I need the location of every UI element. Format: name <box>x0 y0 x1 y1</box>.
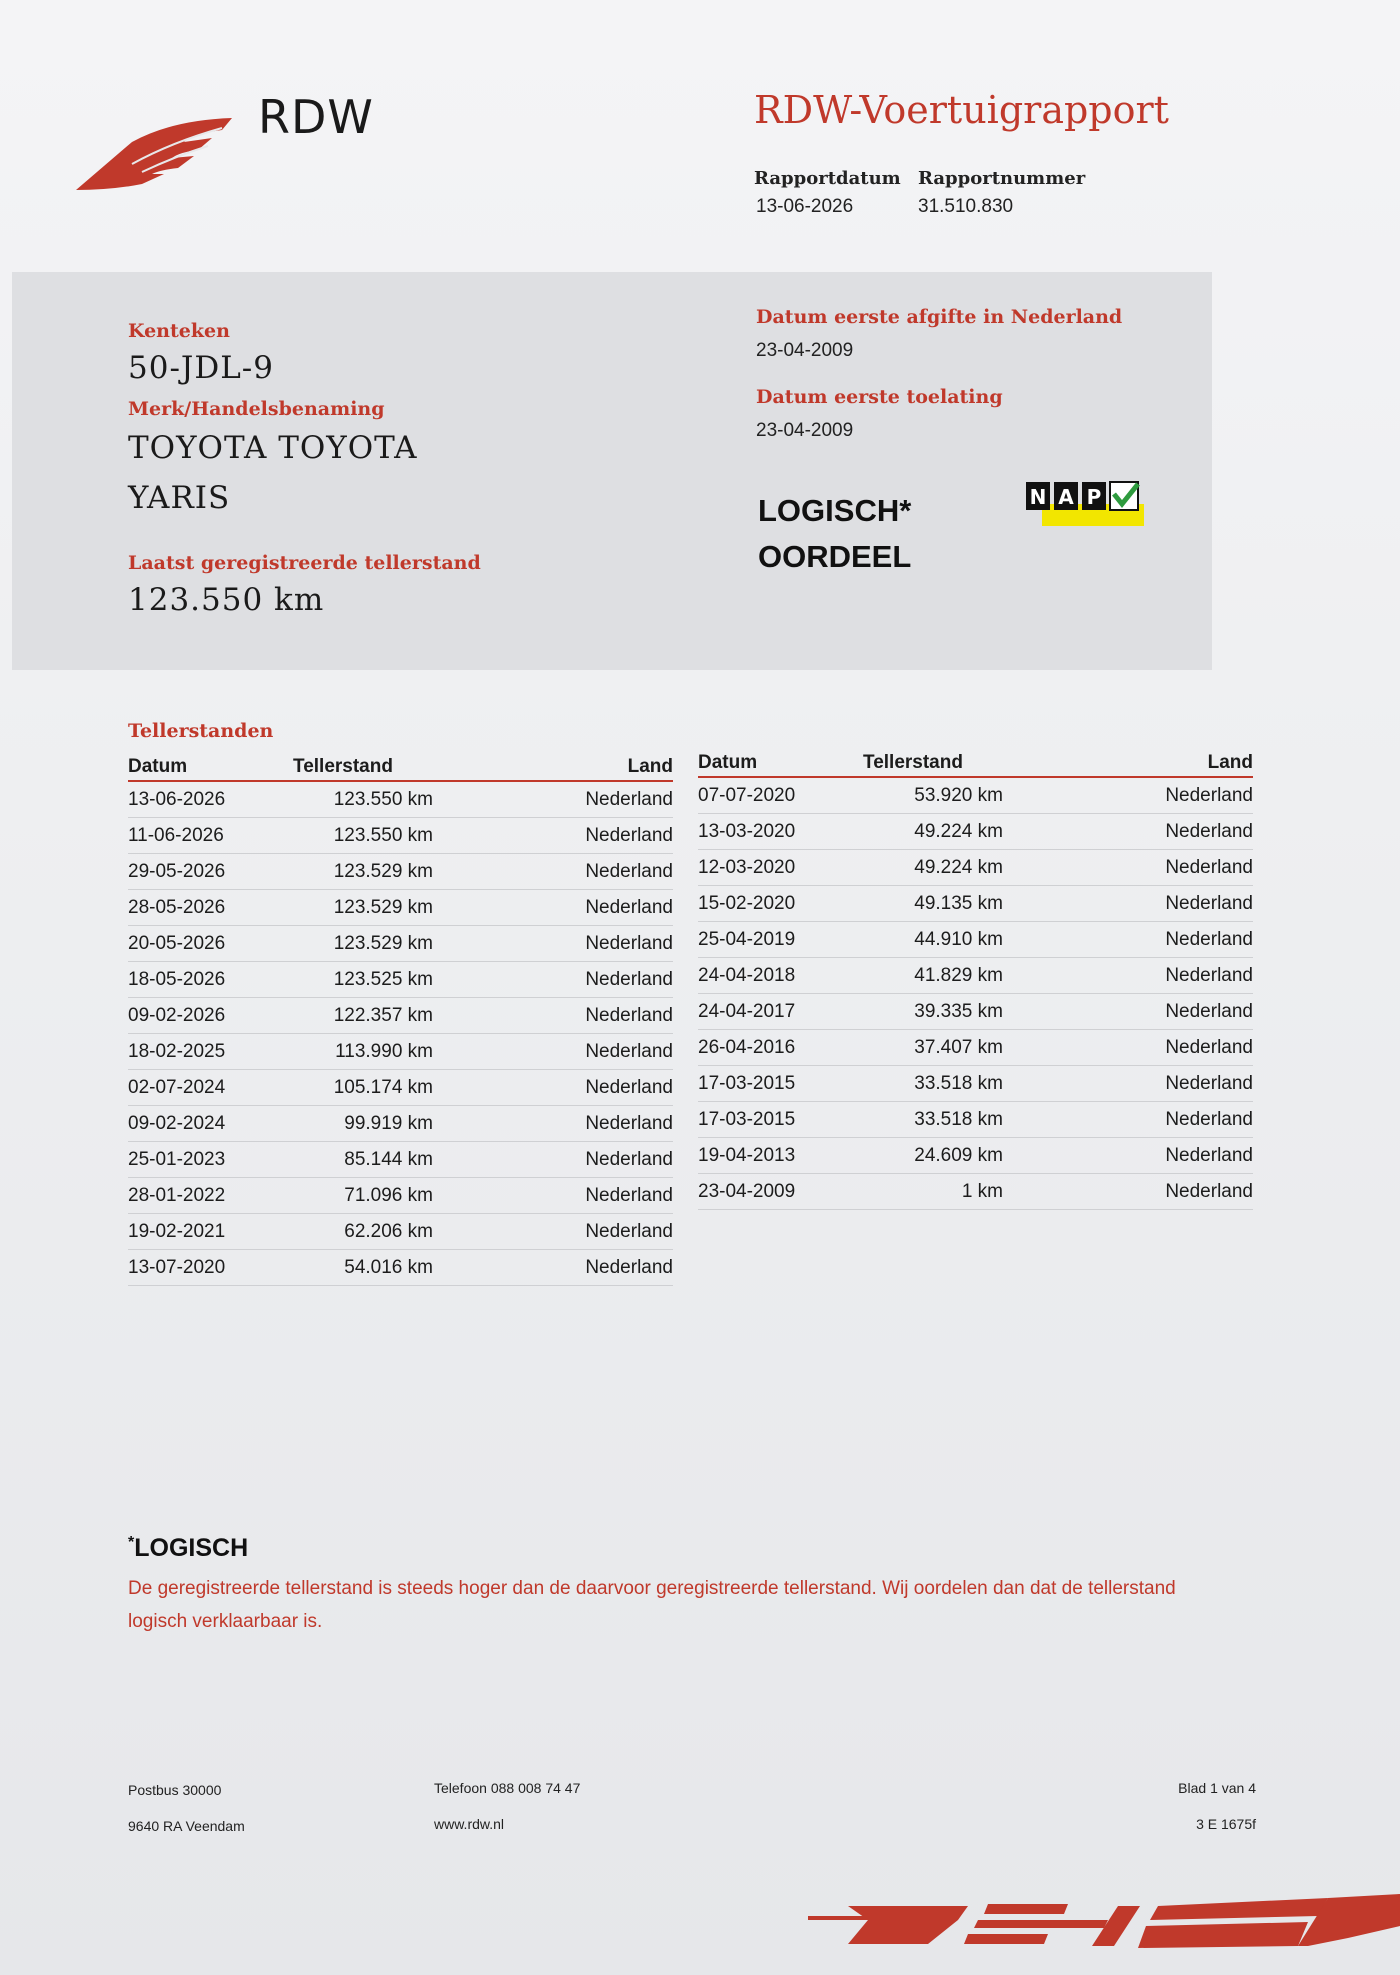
reading-country: Nederland <box>433 1106 673 1142</box>
plate-label: Kenteken <box>128 320 230 342</box>
reading-date: 29-05-2026 <box>128 854 293 890</box>
reading-date: 24-04-2018 <box>698 958 863 994</box>
reading-country: Nederland <box>433 1142 673 1178</box>
table-row <box>128 890 673 926</box>
table-row <box>128 781 673 818</box>
reading-country: Nederland <box>1003 850 1253 886</box>
nap-check-icon <box>1026 480 1144 528</box>
table-header-row <box>128 748 673 781</box>
table-row <box>128 926 673 962</box>
col-km-header: Tellerstand <box>863 744 1003 777</box>
reading-date: 13-07-2020 <box>128 1250 293 1286</box>
reading-date: 13-06-2026 <box>128 781 293 818</box>
reading-km: 37.407 km <box>863 1030 1003 1066</box>
reading-km: 1 km <box>863 1174 1003 1210</box>
footnote-text: De geregistreerde tellerstand is steeds hoger dan de daarvoor geregistreerde tellerstand. Wij oordelen dan dat de tellerstand logisch verklaarbaar is. <box>128 1578 1176 1632</box>
reading-country: Nederland <box>1003 886 1253 922</box>
col-country-header: Land <box>1003 744 1253 777</box>
reading-country: Nederland <box>433 1070 673 1106</box>
reading-date: 24-04-2017 <box>698 994 863 1030</box>
table-row <box>128 818 673 854</box>
footer-code: 3 E 1675f <box>1196 1816 1256 1832</box>
reading-date: 23-04-2009 <box>698 1174 863 1210</box>
col-date-header: Datum <box>128 748 293 781</box>
table-row <box>698 1030 1253 1066</box>
footnote-heading-text: LOGISCH <box>134 1534 249 1562</box>
reading-country: Nederland <box>1003 922 1253 958</box>
reading-country: Nederland <box>1003 1102 1253 1138</box>
reading-km: 49.224 km <box>863 814 1003 850</box>
reading-km: 123.550 km <box>293 781 433 818</box>
reading-country: Nederland <box>1003 1174 1253 1210</box>
reading-country: Nederland <box>433 1214 673 1250</box>
table-row <box>128 998 673 1034</box>
brand-name: RDW <box>258 90 374 144</box>
table-row <box>698 994 1253 1030</box>
reading-country: Nederland <box>433 998 673 1034</box>
reading-country: Nederland <box>1003 1066 1253 1102</box>
report-date-label: Rapportdatum <box>754 168 901 189</box>
table-row <box>128 1178 673 1214</box>
reading-date: 11-06-2026 <box>128 818 293 854</box>
table-row <box>128 1070 673 1106</box>
reading-date: 28-05-2026 <box>128 890 293 926</box>
reading-country: Nederland <box>433 962 673 998</box>
col-country-header: Land <box>433 748 673 781</box>
rdw-logo-icon <box>72 112 242 194</box>
table-row <box>698 1138 1253 1174</box>
reading-country: Nederland <box>433 854 673 890</box>
reading-km: 85.144 km <box>293 1142 433 1178</box>
table-row <box>698 1102 1253 1138</box>
plate-value: 50-JDL-9 <box>128 350 274 386</box>
reading-km: 123.529 km <box>293 854 433 890</box>
table-row <box>128 1034 673 1070</box>
table-row <box>128 962 673 998</box>
verdict <box>758 488 911 580</box>
report-number-label: Rapportnummer <box>918 168 1086 189</box>
verdict-line1: LOGISCH* <box>758 493 912 528</box>
footer-page: Blad 1 van 4 <box>1178 1780 1256 1796</box>
reading-km: 71.096 km <box>293 1178 433 1214</box>
reading-date: 19-04-2013 <box>698 1138 863 1174</box>
reading-km: 49.135 km <box>863 886 1003 922</box>
reading-date: 18-02-2025 <box>128 1034 293 1070</box>
col-km-header: Tellerstand <box>293 748 433 781</box>
reading-km: 24.609 km <box>863 1138 1003 1174</box>
verdict-line2: OORDEEL <box>758 539 912 574</box>
table-row <box>128 1142 673 1178</box>
footer-address-line2: 9640 RA Veendam <box>128 1818 245 1834</box>
reading-km: 41.829 km <box>863 958 1003 994</box>
reading-km: 33.518 km <box>863 1102 1003 1138</box>
reading-km: 54.016 km <box>293 1250 433 1286</box>
reading-date: 19-02-2021 <box>128 1214 293 1250</box>
table-row <box>698 958 1253 994</box>
reading-country: Nederland <box>433 1250 673 1286</box>
first-issue-value: 23-04-2009 <box>756 340 854 361</box>
reading-km: 123.529 km <box>293 926 433 962</box>
nap-letter-p: P <box>1086 485 1102 509</box>
reading-km: 123.529 km <box>293 890 433 926</box>
reading-country: Nederland <box>1003 1030 1253 1066</box>
make-value-line1: TOYOTA TOYOTA <box>128 430 418 466</box>
table-row <box>128 854 673 890</box>
table-row <box>128 1250 673 1286</box>
reading-country: Nederland <box>433 818 673 854</box>
table-row <box>698 850 1253 886</box>
reading-date: 18-05-2026 <box>128 962 293 998</box>
reading-km: 44.910 km <box>863 922 1003 958</box>
reading-date: 26-04-2016 <box>698 1030 863 1066</box>
odometer-label: Laatst geregistreerde tellerstand <box>128 552 481 574</box>
reading-km: 33.518 km <box>863 1066 1003 1102</box>
reading-date: 07-07-2020 <box>698 777 863 814</box>
reading-km: 39.335 km <box>863 994 1003 1030</box>
reading-date: 25-01-2023 <box>128 1142 293 1178</box>
make-value-line2: YARIS <box>128 480 231 516</box>
table-row <box>128 1106 673 1142</box>
first-admission-label: Datum eerste toelating <box>756 386 1003 408</box>
reading-km: 62.206 km <box>293 1214 433 1250</box>
report-date: 13-06-2026 <box>756 196 854 217</box>
first-issue-label: Datum eerste afgifte in Nederland <box>756 306 1123 328</box>
table-row <box>698 1066 1253 1102</box>
report-number: 31.510.830 <box>918 196 1014 217</box>
table-row <box>698 1174 1253 1210</box>
reading-country: Nederland <box>1003 1138 1253 1174</box>
nap-letter-n: N <box>1029 485 1047 509</box>
reading-date: 17-03-2015 <box>698 1102 863 1138</box>
table-row <box>698 777 1253 814</box>
readings-table-left <box>128 748 673 1286</box>
footer-address-line1: Postbus 30000 <box>128 1782 222 1798</box>
readings-table-right <box>698 744 1253 1210</box>
table-row <box>698 814 1253 850</box>
table-header-row <box>698 744 1253 777</box>
reading-country: Nederland <box>433 781 673 818</box>
reading-km: 113.990 km <box>293 1034 433 1070</box>
report-title: RDW-Voertuigrapport <box>754 88 1169 132</box>
reading-km: 53.920 km <box>863 777 1003 814</box>
table-row <box>698 886 1253 922</box>
reading-date: 20-05-2026 <box>128 926 293 962</box>
reading-country: Nederland <box>433 890 673 926</box>
reading-date: 02-07-2024 <box>128 1070 293 1106</box>
footer-web[interactable]: www.rdw.nl <box>434 1816 505 1832</box>
odometer-value: 123.550 km <box>128 582 325 618</box>
reading-country: Nederland <box>433 1034 673 1070</box>
footer-phone: Telefoon 088 008 74 47 <box>434 1780 581 1796</box>
reading-country: Nederland <box>1003 814 1253 850</box>
reading-km: 49.224 km <box>863 850 1003 886</box>
reading-date: 17-03-2015 <box>698 1066 863 1102</box>
table-row <box>128 1214 673 1250</box>
reading-km: 123.525 km <box>293 962 433 998</box>
reading-date: 12-03-2020 <box>698 850 863 886</box>
reading-date: 09-02-2024 <box>128 1106 293 1142</box>
rdw-stripes-decoration <box>808 1886 1400 1956</box>
nap-letter-a: A <box>1058 485 1074 509</box>
col-date-header: Datum <box>698 744 863 777</box>
reading-date: 25-04-2019 <box>698 922 863 958</box>
make-label: Merk/Handelsbenaming <box>128 398 385 420</box>
reading-km: 105.174 km <box>293 1070 433 1106</box>
reading-km: 122.357 km <box>293 998 433 1034</box>
readings-title: Tellerstanden <box>128 720 274 742</box>
reading-country: Nederland <box>1003 994 1253 1030</box>
reading-country: Nederland <box>433 1178 673 1214</box>
reading-km: 99.919 km <box>293 1106 433 1142</box>
reading-date: 15-02-2020 <box>698 886 863 922</box>
reading-km: 123.550 km <box>293 818 433 854</box>
reading-date: 28-01-2022 <box>128 1178 293 1214</box>
table-row <box>698 922 1253 958</box>
reading-country: Nederland <box>433 926 673 962</box>
footnote-heading: *LOGISCH <box>128 1534 249 1562</box>
reading-country: Nederland <box>1003 958 1253 994</box>
reading-date: 13-03-2020 <box>698 814 863 850</box>
first-admission-value: 23-04-2009 <box>756 420 854 441</box>
reading-date: 09-02-2026 <box>128 998 293 1034</box>
reading-country: Nederland <box>1003 777 1253 814</box>
